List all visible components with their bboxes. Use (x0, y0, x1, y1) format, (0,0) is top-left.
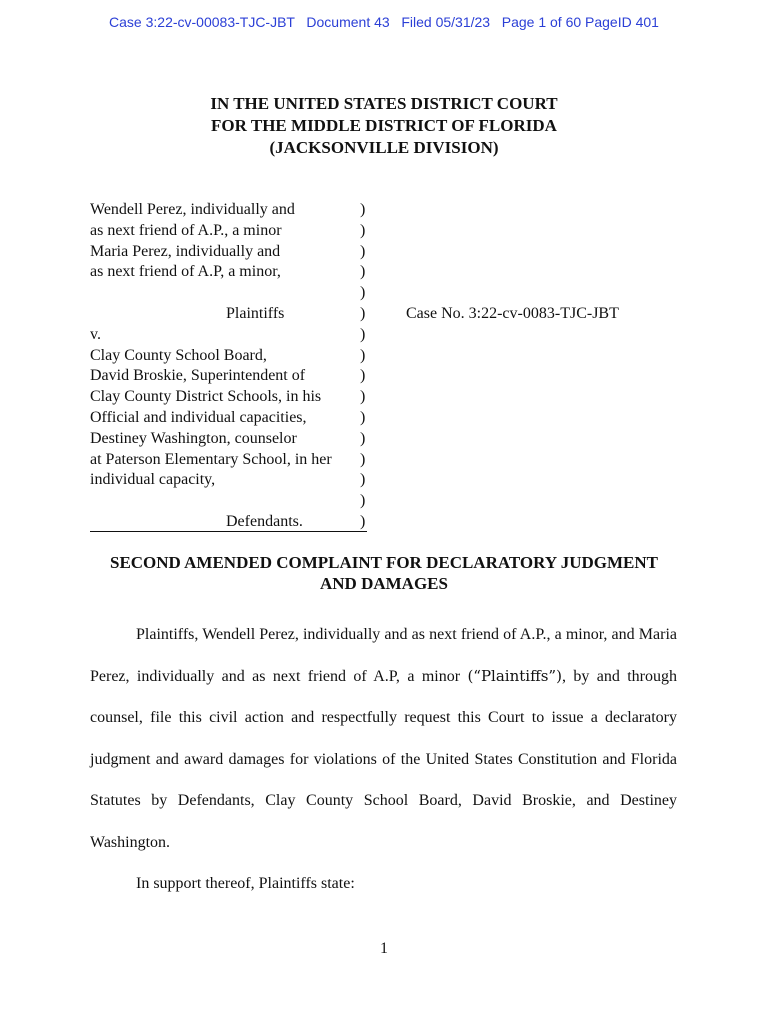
caption-row (90, 491, 690, 512)
court-heading-line-2: FOR THE MIDDLE DISTRICT OF FLORIDA (211, 116, 557, 135)
caption-paren: ) (360, 471, 366, 489)
plaintiffs-label: Plaintiffs (226, 304, 285, 322)
caption-party-text: Destiney Washington, counselor (90, 429, 297, 447)
plaintiffs-defined-term: (“Plaintiffs”) (467, 666, 562, 685)
caption-row (90, 366, 690, 387)
caption-row (90, 450, 690, 471)
caption-party-text: as next friend of A.P., a minor (90, 221, 282, 239)
caption-paren: ) (360, 221, 366, 239)
court-heading (0, 93, 768, 159)
document-title (0, 552, 768, 594)
caption-row (90, 200, 690, 221)
page-number: 1 (380, 940, 388, 957)
document-title-line-1: SECOND AMENDED COMPLAINT FOR DECLARATORY JUDGMENT (109, 553, 658, 572)
ecf-header-stamp: Case 3:22-cv-00083-TJC-JBT Document 43 Filed 05/31/23 Page 1 of 60 PageID 401 (109, 14, 659, 30)
caption-party-text: Wendell Perez, individually and (90, 201, 295, 218)
intro-text-part-1: Plaintiffs, Wendell Perez, individually and as next friend of A.P., a minor, and Maria Perez, individually and as next friend of A.P, a minor (90, 626, 677, 685)
caption-party-text: at Paterson Elementary School, in her (90, 450, 332, 468)
versus-label: v. (90, 325, 101, 343)
caption-paren: ) (360, 367, 366, 385)
caption-row (90, 242, 690, 263)
caption-row (90, 429, 690, 450)
caption-row (90, 221, 690, 242)
complaint-body (90, 614, 677, 905)
caption-row (90, 346, 690, 367)
caption-party-text: Clay County District Schools, in his (90, 388, 322, 406)
caption-row (90, 408, 690, 429)
court-heading-line-3: (JACKSONVILLE DIVISION) (269, 138, 499, 157)
caption-paren: ) (360, 346, 366, 364)
court-heading-line-1: IN THE UNITED STATES DISTRICT COURT (210, 94, 558, 113)
caption-party-text: Clay County School Board, (90, 346, 267, 364)
caption-paren: ) (360, 512, 366, 530)
caption-paren: ) (360, 408, 366, 426)
caption-party-text: individual capacity, (90, 471, 216, 489)
caption-underline (90, 531, 367, 532)
caption-paren: ) (360, 492, 366, 510)
caption-row (90, 470, 690, 491)
caption-row (90, 283, 690, 304)
defendants-label: Defendants. (226, 512, 303, 530)
caption-party-text: Maria Perez, individually and (90, 242, 281, 260)
caption-row (90, 325, 690, 346)
intro-paragraph (90, 614, 677, 863)
caption-row (90, 512, 690, 533)
support-paragraph: In support thereof, Plaintiffs state: (136, 875, 355, 892)
caption-paren: ) (360, 388, 366, 406)
document-title-line-2: AND DAMAGES (320, 574, 448, 593)
caption-paren: ) (360, 429, 366, 447)
caption-party-text: as next friend of A.P, a minor, (90, 263, 281, 281)
caption-party-text: Official and individual capacities, (90, 408, 307, 426)
caption-paren: ) (360, 263, 366, 281)
caption-row (90, 262, 690, 283)
caption-row (90, 387, 690, 408)
caption-paren: ) (360, 325, 366, 343)
caption-paren: ) (360, 284, 366, 302)
caption-paren: ) (360, 201, 366, 218)
caption-party-text: David Broskie, Superintendent of (90, 367, 306, 385)
caption-paren: ) (360, 450, 366, 468)
case-number: Case No. 3:22-cv-0083-TJC-JBT (406, 304, 619, 322)
caption-row (90, 304, 690, 325)
case-caption (90, 200, 690, 533)
caption-paren: ) (360, 242, 366, 260)
caption-paren: ) (360, 304, 366, 322)
intro-text-part-2: , by and through counsel, file this civil action and respectfully request this Court to issue a declaratory judgment and award damages for violations of the United States Constitution and Florida Statutes by Defendants, Clay County School Board, David Broskie, and Destiney Washington. (90, 667, 678, 851)
